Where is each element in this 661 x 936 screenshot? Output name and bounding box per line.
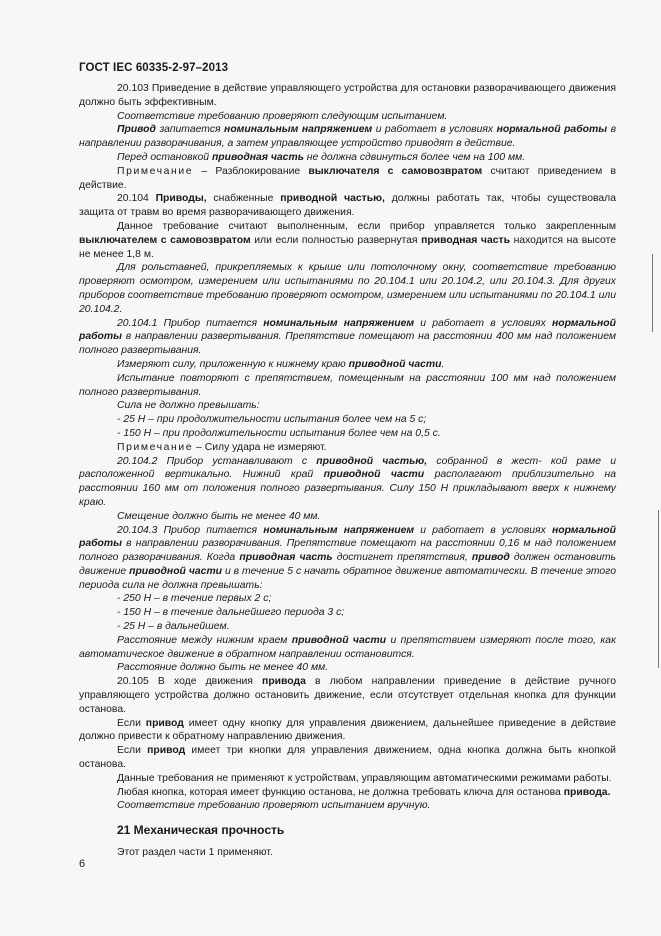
- change-bar-1: [652, 254, 653, 332]
- paragraph: [79, 441, 616, 455]
- bold-term: привод: [147, 745, 186, 757]
- text-run: снабженные: [206, 193, 281, 205]
- text-run: Измеряют силу, приложенную к нижнему краю: [117, 358, 349, 370]
- bold-term: приводной части: [323, 469, 425, 481]
- bold-term: приводной части: [348, 358, 442, 370]
- text-run: 20.103 Приведение в действие управляющего устройства для остановки разворачивающего движения должно быть эффективным.: [79, 83, 616, 108]
- paragraph: [79, 455, 616, 510]
- text-run: 20.104.2 Прибор устанавливают с: [117, 455, 317, 467]
- bold-term: нормальной работы: [79, 317, 616, 343]
- paragraph: [79, 358, 616, 372]
- paragraph: [79, 799, 616, 813]
- text-run: собранной в жест- кой раме и расположенной вертикально. Нижний край: [79, 455, 616, 481]
- bold-term: Приводы,: [155, 193, 207, 205]
- bold-term: приводной части: [129, 565, 223, 577]
- paragraph: [79, 717, 616, 745]
- bold-term: приводная часть: [239, 552, 333, 564]
- paragraph: [79, 82, 616, 110]
- paragraph: [79, 661, 616, 675]
- note-label: Примечание: [117, 441, 194, 453]
- bold-term: приводной частью,: [316, 455, 428, 467]
- bold-term: приводной частью,: [280, 193, 385, 205]
- bold-term: привода: [262, 676, 306, 688]
- change-bar-2: [658, 510, 659, 668]
- text-run: - 150 Н – при продолжительности испытания более чем на 0,5 с.: [117, 427, 441, 439]
- bold-term: Привод: [117, 124, 156, 136]
- bold-term: выключателем с самовозвратом: [79, 234, 251, 246]
- text-run: - 25 Н – в дальнейшем.: [117, 621, 230, 633]
- note-label: Примечание: [117, 165, 194, 177]
- paragraph: [79, 620, 616, 634]
- text-run: Перед остановкой: [117, 151, 212, 163]
- document-body: [79, 82, 616, 860]
- text-run: в направлении разворачивания. Препятствие помещают на расстоянии 0,16 м над положением полного разворачивания. Когда: [79, 538, 616, 564]
- text-run: запитается: [155, 124, 225, 136]
- text-run: Данное требование считают выполненным, если прибор управляется только закрепленным: [117, 220, 616, 232]
- bold-term: нормальной работы: [496, 124, 608, 136]
- bold-term: приводная часть: [211, 151, 304, 163]
- paragraph: [79, 123, 616, 151]
- text-run: Сила не должно превышать:: [117, 400, 260, 412]
- text-run: 20.105 В ходе движения: [117, 676, 263, 688]
- text-run: 20.104: [117, 193, 156, 205]
- text-run: Если: [117, 745, 148, 757]
- paragraph: [79, 634, 616, 662]
- text-run: – Силу удара не измеряют.: [193, 441, 327, 453]
- bold-term: привод: [145, 717, 184, 729]
- text-run: Для рольставней, прикрепляемых к крыше или потолочному окну, соответствие требованию проверяют осмотром, измерением или испытаниями по 20.104.1 или 20.104.2, или 20.104.3. Для других приборов соответствие требованию проверяют осмотром, измерением или испытаниями по 20.104.1 или 20.104.2.: [79, 262, 616, 315]
- paragraph: [79, 261, 616, 316]
- text-run: должны работать так, чтобы существовала защита от травм во время разворачивающего движения.: [79, 193, 616, 219]
- paragraph: [79, 606, 616, 620]
- text-run: - 25 Н – при продолжительности испытания более чем на 5 с;: [117, 414, 427, 426]
- text-run: – Разблокирование: [193, 165, 309, 177]
- section-text: Этот раздел части 1 применяют.: [117, 847, 273, 859]
- text-run: и в течение 5 с начать обратное движение автоматически. В течение этого периода сила не должна превышать:: [79, 565, 616, 591]
- paragraph: [79, 786, 616, 800]
- bold-term: номинальным напряжением: [263, 524, 415, 536]
- text-run: находится на высоте не менее 1,8 м.: [79, 234, 616, 260]
- bold-term: номинальным напряжением: [263, 317, 415, 329]
- text-run: не должна сдвинуться более чем на 100 мм.: [303, 151, 526, 163]
- paragraph-list: [79, 82, 616, 813]
- paragraph: [79, 427, 616, 441]
- paragraph: [79, 510, 616, 524]
- text-run: Соответствие требованию проверяют следующим испытанием.: [117, 110, 448, 122]
- text-run: достигнет препятствия,: [332, 552, 472, 564]
- text-run: имеет одну кнопку для управления движением, дальнейшее приведение в действие должно привести к обратному направлению движения.: [79, 717, 616, 743]
- paragraph: [79, 675, 616, 716]
- paragraph: [79, 524, 616, 593]
- text-run: Испытание повторяют с препятствием, помещенным на расстоянии 100 мм над положением полного развертывания.: [79, 372, 616, 398]
- text-run: Расстояние должно быть не менее 40 мм.: [117, 662, 329, 674]
- bold-term: номинальным напряжением: [224, 124, 373, 136]
- text-run: Любая кнопка, которая имеет функцию останова, не должна требовать ключа для останова: [117, 786, 564, 798]
- paragraph: [79, 151, 616, 165]
- text-run: в направлении развертывания. Препятствие помещают на расстоянии 400 мм над положением полного развертывания.: [79, 331, 616, 357]
- text-run: Если: [117, 717, 146, 729]
- text-run: располагают приблизительно на расстоянии 160 мм от положения полного развертывания. Силу 150 Н прикладывают вверх к нижнему краю.: [79, 469, 617, 508]
- bold-term: привод: [471, 552, 510, 564]
- bold-term: приводная часть: [421, 234, 510, 246]
- bold-term: приводной части: [291, 634, 387, 646]
- text-run: 20.104.1 Прибор питается: [117, 317, 264, 329]
- paragraph: [79, 110, 616, 124]
- bold-term: нормальной работы: [79, 524, 616, 550]
- paragraph: [79, 317, 616, 358]
- section-heading: 21 Механическая прочность: [117, 823, 285, 838]
- page-number: 6: [79, 858, 86, 870]
- text-run: имеет три кнопки для управления движением, одна кнопка должна быть кнопкой останова.: [79, 745, 616, 771]
- paragraph: [79, 413, 616, 427]
- paragraph: [79, 192, 616, 220]
- text-run: - 150 Н – в течение дальнейшего периода 3 с;: [117, 607, 345, 619]
- text-run: и работает в условиях: [414, 317, 552, 329]
- paragraph: [79, 165, 616, 193]
- text-run: и работает в условиях: [372, 124, 497, 136]
- text-run: в любом направлении приведение в действие ручного управляющего устройства должно остановить движение, если отсутствует отдельная кнопка для функции останова.: [79, 676, 617, 715]
- text-run: и работает в условиях: [414, 524, 552, 536]
- text-run: или если полностью развернутая: [250, 234, 422, 246]
- text-run: считают приведением в действие.: [79, 165, 616, 191]
- text-run: Данные требования не применяют к устройствам, управляющим автоматическими режимами работы.: [117, 772, 612, 784]
- paragraph: [79, 744, 616, 772]
- text-run: должен остановить движение: [79, 552, 616, 577]
- text-run: в направлении разворачивания, а затем управляющее устройство приводят в действие.: [79, 124, 617, 150]
- text-run: .: [441, 358, 445, 370]
- paragraph: [79, 220, 616, 261]
- text-run: - 250 Н – в течение первых 2 с;: [117, 593, 272, 605]
- text-run: и препятствием измеряют после того, как автоматическое движение в обратном направлении остановится.: [79, 634, 616, 660]
- text-run: Соответствие требованию проверяют испытанием вручную.: [117, 800, 431, 812]
- document-header: ГОСТ IEC 60335-2-97–2013: [79, 62, 229, 74]
- paragraph: [79, 772, 616, 786]
- paragraph: [79, 592, 616, 606]
- bold-term: привода.: [563, 786, 611, 798]
- text-run: Смещение должно быть не менее 40 мм.: [117, 510, 321, 522]
- text-run: Расстояние между нижним краем: [117, 634, 292, 646]
- paragraph: [79, 372, 616, 400]
- text-run: 20.104.3 Прибор питается: [117, 524, 264, 536]
- paragraph: [79, 399, 616, 413]
- bold-term: выключателя с самовозвратом: [308, 165, 483, 177]
